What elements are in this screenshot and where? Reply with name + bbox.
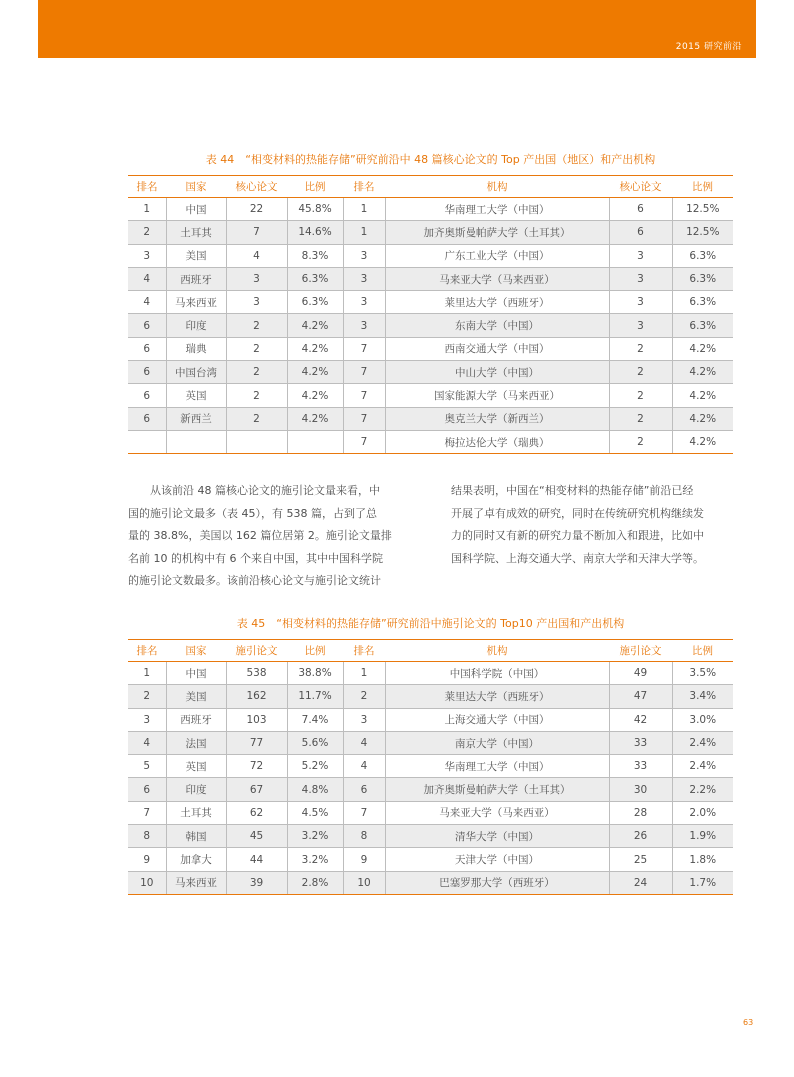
cell-share: 4.8% — [287, 778, 343, 801]
cell-country — [166, 430, 226, 453]
table44-header-institution: 机构 — [385, 176, 609, 198]
table45-header-row — [128, 640, 733, 662]
table44-header-inst-share: 比例 — [672, 176, 733, 198]
cell-inst-share: 2.4% — [672, 755, 733, 778]
cell-rank: 10 — [128, 871, 166, 894]
cell-share: 6.3% — [287, 267, 343, 290]
cell-country: 印度 — [166, 778, 226, 801]
cell-rank: 4 — [128, 291, 166, 314]
cell-inst-papers: 6 — [609, 198, 672, 221]
cell-rank: 9 — [128, 848, 166, 871]
cell-inst-papers: 49 — [609, 662, 672, 685]
cell-rank: 2 — [128, 685, 166, 708]
cell-share — [287, 430, 343, 453]
cell-share: 5.2% — [287, 755, 343, 778]
cell-papers: 2 — [226, 314, 287, 337]
table44-header-share: 比例 — [287, 176, 343, 198]
table45-header-institution: 机构 — [385, 640, 609, 662]
table45-header-country: 国家 — [166, 640, 226, 662]
table45-header-inst-papers: 施引论文 — [609, 640, 672, 662]
cell-country: 韩国 — [166, 825, 226, 848]
table-row — [128, 825, 733, 848]
cell-share: 4.5% — [287, 801, 343, 824]
body-paragraph-left — [128, 480, 410, 593]
header-band — [38, 0, 756, 58]
cell-institution: 奥克兰大学（新西兰） — [385, 407, 609, 430]
table45-header-rank: 排名 — [128, 640, 166, 662]
table45-body — [128, 662, 733, 895]
cell-inst-papers: 2 — [609, 384, 672, 407]
cell-inst-rank: 3 — [343, 267, 385, 290]
cell-institution: 东南大学（中国） — [385, 314, 609, 337]
cell-rank: 8 — [128, 825, 166, 848]
table44-header-inst-rank: 排名 — [343, 176, 385, 198]
body-line: 国科学院、上海交通大学、南京大学和天津大学等。 — [451, 551, 704, 565]
cell-inst-rank: 7 — [343, 384, 385, 407]
body-line: 的施引论文数最多。该前沿核心论文与施引论文统计 — [128, 574, 381, 587]
cell-inst-share: 3.5% — [672, 662, 733, 685]
cell-papers: 45 — [226, 825, 287, 848]
cell-inst-rank: 7 — [343, 407, 385, 430]
cell-country: 美国 — [166, 244, 226, 267]
table-row — [128, 778, 733, 801]
cell-papers: 44 — [226, 848, 287, 871]
cell-share: 3.2% — [287, 825, 343, 848]
body-line: 从该前沿 48 篇核心论文的施引论文量来看，中 — [128, 484, 380, 497]
table44-header-rank: 排名 — [128, 176, 166, 198]
body-line: 量的 38.8%，美国以 162 篇位居第 2。施引论文量排 — [128, 529, 392, 542]
table-row — [128, 430, 733, 453]
cell-inst-papers: 2 — [609, 337, 672, 360]
cell-rank: 6 — [128, 314, 166, 337]
cell-inst-rank: 10 — [343, 871, 385, 894]
cell-country: 英国 — [166, 755, 226, 778]
table45 — [128, 639, 733, 895]
cell-rank: 6 — [128, 361, 166, 384]
cell-inst-papers: 2 — [609, 430, 672, 453]
cell-papers: 103 — [226, 708, 287, 731]
cell-inst-share: 6.3% — [672, 267, 733, 290]
table-row — [128, 755, 733, 778]
cell-inst-papers: 24 — [609, 871, 672, 894]
table44 — [128, 175, 733, 454]
cell-institution: 华南理工大学（中国） — [385, 755, 609, 778]
cell-papers: 22 — [226, 198, 287, 221]
cell-institution: 梅拉达伦大学（瑞典） — [385, 430, 609, 453]
cell-share: 45.8% — [287, 198, 343, 221]
table-row — [128, 244, 733, 267]
cell-share: 4.2% — [287, 337, 343, 360]
cell-inst-rank: 1 — [343, 198, 385, 221]
cell-country: 加拿大 — [166, 848, 226, 871]
cell-rank: 7 — [128, 801, 166, 824]
cell-inst-share: 4.2% — [672, 384, 733, 407]
cell-inst-papers: 3 — [609, 291, 672, 314]
table-row — [128, 198, 733, 221]
cell-papers: 3 — [226, 291, 287, 314]
header-section-label: 2015 研究前沿 — [675, 42, 742, 52]
cell-share: 6.3% — [287, 291, 343, 314]
cell-inst-papers: 3 — [609, 267, 672, 290]
cell-country: 马来西亚 — [166, 291, 226, 314]
cell-rank: 6 — [128, 384, 166, 407]
cell-inst-share: 1.9% — [672, 825, 733, 848]
cell-inst-share: 2.0% — [672, 801, 733, 824]
cell-inst-share: 2.2% — [672, 778, 733, 801]
cell-inst-papers: 3 — [609, 244, 672, 267]
cell-rank: 6 — [128, 407, 166, 430]
cell-inst-share: 6.3% — [672, 314, 733, 337]
table45-caption: 表 45 “相变材料的热能存储”研究前沿中施引论文的 Top10 产出国和产出机构 — [236, 617, 625, 630]
cell-country: 中国 — [166, 198, 226, 221]
cell-inst-papers: 33 — [609, 731, 672, 754]
cell-inst-papers: 2 — [609, 407, 672, 430]
table-row — [128, 662, 733, 685]
cell-rank: 4 — [128, 731, 166, 754]
table44-body — [128, 198, 733, 454]
cell-inst-rank: 1 — [343, 662, 385, 685]
cell-institution: 清华大学（中国） — [385, 825, 609, 848]
cell-inst-rank: 3 — [343, 708, 385, 731]
cell-rank: 1 — [128, 198, 166, 221]
cell-institution: 加齐奥斯曼帕萨大学（土耳其） — [385, 221, 609, 244]
cell-country: 瑞典 — [166, 337, 226, 360]
table44-header-papers: 核心论文 — [226, 176, 287, 198]
cell-rank: 6 — [128, 778, 166, 801]
cell-institution: 国家能源大学（马来西亚） — [385, 384, 609, 407]
cell-inst-rank: 9 — [343, 848, 385, 871]
cell-inst-share: 12.5% — [672, 198, 733, 221]
cell-institution: 中山大学（中国） — [385, 361, 609, 384]
cell-inst-share: 4.2% — [672, 361, 733, 384]
cell-inst-share: 6.3% — [672, 291, 733, 314]
table-row — [128, 731, 733, 754]
cell-share: 3.2% — [287, 848, 343, 871]
cell-country: 美国 — [166, 685, 226, 708]
table44-caption: 表 44 “相变材料的热能存储”研究前沿中 48 篇核心论文的 Top 产出国（地区）和产出机构 — [205, 153, 656, 166]
cell-share: 11.7% — [287, 685, 343, 708]
cell-papers: 2 — [226, 407, 287, 430]
cell-institution: 莱里达大学（西班牙） — [385, 685, 609, 708]
cell-share: 38.8% — [287, 662, 343, 685]
cell-papers: 4 — [226, 244, 287, 267]
cell-institution: 广东工业大学（中国） — [385, 244, 609, 267]
cell-share: 2.8% — [287, 871, 343, 894]
table45-header-papers: 施引论文 — [226, 640, 287, 662]
cell-inst-rank: 8 — [343, 825, 385, 848]
cell-country: 中国 — [166, 662, 226, 685]
cell-inst-papers: 2 — [609, 361, 672, 384]
cell-rank: 6 — [128, 337, 166, 360]
cell-rank: 3 — [128, 244, 166, 267]
cell-institution: 西南交通大学（中国） — [385, 337, 609, 360]
body-line: 力的同时又有新的研究力量不断加入和跟进，比如中 — [451, 529, 704, 542]
cell-institution: 中国科学院（中国） — [385, 662, 609, 685]
table45-header-share: 比例 — [287, 640, 343, 662]
cell-inst-rank: 4 — [343, 731, 385, 754]
cell-institution: 莱里达大学（西班牙） — [385, 291, 609, 314]
cell-inst-rank: 7 — [343, 337, 385, 360]
cell-country: 新西兰 — [166, 407, 226, 430]
cell-rank: 1 — [128, 662, 166, 685]
cell-papers: 62 — [226, 801, 287, 824]
cell-inst-rank: 6 — [343, 778, 385, 801]
cell-inst-share: 1.8% — [672, 848, 733, 871]
table-row — [128, 337, 733, 360]
cell-papers: 7 — [226, 221, 287, 244]
cell-country: 法国 — [166, 731, 226, 754]
cell-institution: 华南理工大学（中国） — [385, 198, 609, 221]
cell-rank: 2 — [128, 221, 166, 244]
table-row — [128, 267, 733, 290]
cell-papers: 3 — [226, 267, 287, 290]
table-row — [128, 871, 733, 894]
cell-inst-papers: 25 — [609, 848, 672, 871]
cell-country: 马来西亚 — [166, 871, 226, 894]
cell-papers: 2 — [226, 384, 287, 407]
cell-inst-share: 12.5% — [672, 221, 733, 244]
cell-papers: 2 — [226, 361, 287, 384]
cell-inst-rank: 7 — [343, 801, 385, 824]
cell-inst-share: 4.2% — [672, 407, 733, 430]
table45-header-inst-share: 比例 — [672, 640, 733, 662]
cell-inst-share: 3.4% — [672, 685, 733, 708]
cell-inst-papers: 6 — [609, 221, 672, 244]
cell-inst-rank: 7 — [343, 430, 385, 453]
table44-header-country: 国家 — [166, 176, 226, 198]
cell-institution: 天津大学（中国） — [385, 848, 609, 871]
cell-institution: 加齐奥斯曼帕萨大学（土耳其） — [385, 778, 609, 801]
table-row — [128, 685, 733, 708]
cell-inst-share: 4.2% — [672, 430, 733, 453]
body-paragraph-right — [451, 480, 733, 570]
cell-rank: 4 — [128, 267, 166, 290]
cell-inst-rank: 3 — [343, 244, 385, 267]
body-line: 国的施引论文最多（表 45），有 538 篇，占到了总 — [128, 506, 377, 520]
cell-papers: 72 — [226, 755, 287, 778]
cell-papers: 2 — [226, 337, 287, 360]
cell-inst-share: 3.0% — [672, 708, 733, 731]
cell-country: 西班牙 — [166, 267, 226, 290]
table-row — [128, 361, 733, 384]
cell-country: 印度 — [166, 314, 226, 337]
body-line: 开展了卓有成效的研究，同时在传统研究机构继续发 — [451, 506, 704, 520]
cell-inst-share: 2.4% — [672, 731, 733, 754]
table44-header-row — [128, 176, 733, 198]
cell-papers: 162 — [226, 685, 287, 708]
cell-institution: 巴塞罗那大学（西班牙） — [385, 871, 609, 894]
cell-country: 英国 — [166, 384, 226, 407]
cell-inst-rank: 3 — [343, 291, 385, 314]
table-row — [128, 291, 733, 314]
cell-institution: 南京大学（中国） — [385, 731, 609, 754]
cell-inst-share: 6.3% — [672, 244, 733, 267]
table-row — [128, 848, 733, 871]
cell-share: 7.4% — [287, 708, 343, 731]
cell-institution: 马来亚大学（马来西亚） — [385, 801, 609, 824]
cell-inst-papers: 47 — [609, 685, 672, 708]
cell-country: 西班牙 — [166, 708, 226, 731]
table-row — [128, 407, 733, 430]
cell-papers — [226, 430, 287, 453]
cell-inst-share: 4.2% — [672, 337, 733, 360]
cell-inst-papers: 28 — [609, 801, 672, 824]
cell-inst-rank: 2 — [343, 685, 385, 708]
table-row — [128, 708, 733, 731]
cell-papers: 77 — [226, 731, 287, 754]
cell-institution: 上海交通大学（中国） — [385, 708, 609, 731]
cell-inst-share: 1.7% — [672, 871, 733, 894]
body-line: 结果表明，中国在“相变材料的热能存储”前沿已经 — [451, 484, 694, 497]
table44-header-inst-papers: 核心论文 — [609, 176, 672, 198]
cell-papers: 67 — [226, 778, 287, 801]
cell-rank — [128, 430, 166, 453]
cell-country: 土耳其 — [166, 801, 226, 824]
table45-header-inst-rank: 排名 — [343, 640, 385, 662]
cell-inst-papers: 26 — [609, 825, 672, 848]
cell-inst-rank: 1 — [343, 221, 385, 244]
page-number: 63 — [743, 1018, 754, 1027]
cell-inst-papers: 3 — [609, 314, 672, 337]
cell-country: 中国台湾 — [166, 361, 226, 384]
cell-papers: 39 — [226, 871, 287, 894]
table-row — [128, 221, 733, 244]
cell-inst-papers: 42 — [609, 708, 672, 731]
cell-country: 土耳其 — [166, 221, 226, 244]
cell-share: 14.6% — [287, 221, 343, 244]
cell-share: 4.2% — [287, 314, 343, 337]
cell-share: 4.2% — [287, 384, 343, 407]
table-row — [128, 314, 733, 337]
table-row — [128, 801, 733, 824]
table-row — [128, 384, 733, 407]
cell-inst-papers: 33 — [609, 755, 672, 778]
cell-share: 4.2% — [287, 407, 343, 430]
cell-share: 5.6% — [287, 731, 343, 754]
body-line: 名前 10 的机构中有 6 个来自中国，其中中国科学院 — [128, 551, 383, 565]
cell-share: 8.3% — [287, 244, 343, 267]
cell-share: 4.2% — [287, 361, 343, 384]
cell-inst-rank: 7 — [343, 361, 385, 384]
cell-inst-rank: 3 — [343, 314, 385, 337]
cell-inst-papers: 30 — [609, 778, 672, 801]
cell-rank: 5 — [128, 755, 166, 778]
cell-rank: 3 — [128, 708, 166, 731]
cell-institution: 马来亚大学（马来西亚） — [385, 267, 609, 290]
cell-papers: 538 — [226, 662, 287, 685]
cell-inst-rank: 4 — [343, 755, 385, 778]
